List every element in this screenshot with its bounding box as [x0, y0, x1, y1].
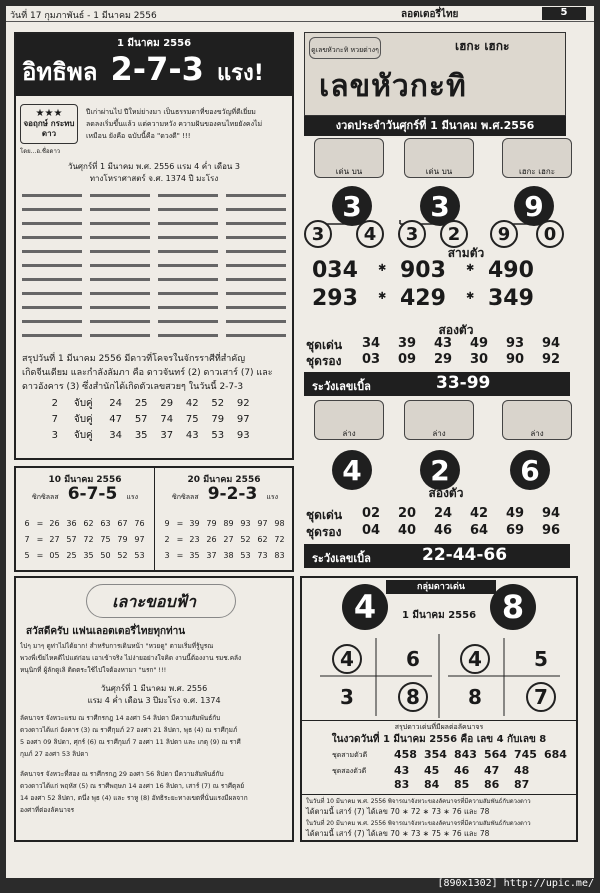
table-cell: 7 — [24, 535, 30, 544]
summary-number: 83 — [394, 778, 410, 791]
set-number: 29 — [434, 352, 453, 367]
set-number: 24 — [434, 506, 453, 521]
three-number: 034 — [312, 258, 358, 283]
table-row — [46, 396, 256, 412]
warn-label-2: ระวังเลขเบิ้ล — [312, 552, 371, 565]
planet-text-line — [158, 264, 218, 267]
low-digit: 4 — [332, 450, 372, 490]
planet-text-line — [90, 334, 150, 337]
planet-text-line — [90, 264, 150, 267]
table-cell: 25 — [66, 551, 77, 560]
b-number: 9-2-3 — [207, 484, 258, 504]
table-cell: 23 — [189, 535, 200, 544]
set-number: 46 — [434, 523, 453, 538]
table-cell: 72 — [83, 535, 94, 544]
left_top.summary-line: เกิดจีนเดียม และกำลังลัมภา คือ ดาวจันทร์ (2) ดาวเสาร์ (7) และ — [22, 368, 273, 378]
summary-number: 354 — [424, 748, 447, 761]
summary-number: 85 — [454, 778, 470, 791]
table-cell: 57 — [66, 535, 77, 544]
set-number: 20 — [398, 506, 417, 521]
r1-label: ชุดสามตัวดี — [332, 751, 368, 759]
planet-text-line — [22, 250, 82, 253]
left_top.summary-line: ดาวอังคาร (3) ซึ่งสำนักได้เกิดตัวเลขสวยๆ ในวันนี้ 2-7-3 — [22, 382, 244, 392]
planet-text-line — [158, 278, 218, 281]
astro-intro — [86, 106, 290, 142]
set-number: 40 — [398, 523, 417, 538]
warn-bar-2 — [304, 544, 570, 568]
astro-title-suffix: แรง! — [216, 61, 264, 86]
table-cell: 79 — [117, 535, 128, 544]
star-separator-icon: ✱ — [466, 263, 475, 274]
table-cell: 50 — [100, 551, 111, 560]
table-cell: 97 — [134, 535, 145, 544]
sub-digit: 3 — [304, 220, 332, 248]
grid-digit: 8 — [398, 682, 428, 712]
table-cell: 6 — [24, 519, 30, 528]
set-label: ชุดเด่น — [306, 508, 343, 522]
table-cell: 47 — [109, 414, 123, 425]
set-number: 96 — [542, 523, 561, 538]
note1: ในวันที่ 10 มีนาคม พ.ศ. 2556 พิจารณาจังหวะของลัคนาจรที่มีความสัมพันธ์กับดวงดาว — [306, 798, 531, 805]
table-cell: 97 — [236, 414, 250, 425]
note2b: ได้ตามนี้ เสาร์ (7) ได้เลข 70 ∗ 73 ∗ 75 ∗ 76 และ 78 — [306, 829, 490, 838]
summary-number: 684 — [544, 748, 567, 761]
note1b: ได้ตามนี้ เสาร์ (7) ได้เลข 70 ∗ 72 ∗ 73 ∗ 76 และ 78 — [306, 807, 490, 816]
set-number: 02 — [362, 506, 381, 521]
left_bot.body-line: หนุนิกที่ ผู้ลักดูเลิ ติดตระใช้ไปใจต้องหามา "นรก" !!! — [20, 666, 167, 674]
set-number: 94 — [542, 506, 561, 521]
table-cell: 83 — [274, 551, 285, 560]
table-cell: 26 — [49, 519, 60, 528]
table-cell: 75 — [100, 535, 111, 544]
note2: ในวันที่ 20 มีนาคม พ.ศ. 2556 พิจารณาจังหวะของลัคนาจรที่มีความสัมพันธ์กับดวงดาว — [306, 820, 531, 827]
a-date: 10 มีนาคม 2556 — [48, 475, 122, 485]
planet-text-line — [226, 334, 286, 337]
table-cell: = — [36, 535, 44, 544]
planet-text-line — [90, 320, 150, 323]
horizon-column — [14, 576, 294, 842]
planet-text-line — [90, 194, 150, 197]
astro-date: 1 มีนาคม 2556 — [116, 38, 192, 49]
star-group-date: 1 มีนาคม 2556 — [401, 610, 477, 621]
astro-title-prefix: อิทธิพล — [22, 58, 98, 86]
grid-digit: 6 — [406, 647, 420, 671]
table-cell: 97 — [257, 519, 268, 528]
horizon-lunar: แรม 4 ค่ำ เดือน 3 ปีมะโรง จ.ศ. 1374 — [87, 696, 221, 705]
table-cell: = — [176, 519, 184, 528]
table-cell: 35 — [83, 551, 94, 560]
star-separator-icon: ✱ — [378, 291, 387, 302]
lottery-logo: เฮกะ เฮกะ — [502, 138, 572, 178]
table-cell: 52 — [211, 398, 225, 409]
header-paper-name: ลอตเตอรี่ไทย — [401, 9, 459, 20]
three-label: สามตัว — [447, 246, 485, 260]
star-separator-icon: ✱ — [378, 263, 387, 274]
two-label-2: สองตัว — [428, 486, 464, 500]
lottery-logo: ล่าง — [314, 400, 384, 440]
table-cell: 52 — [117, 551, 128, 560]
left_bot.p2-line: ลัคนาจร จังหวะที่สอง ณ ราศีกรกฎ 29 องศา 56 ลิปดา มีความสัมพันธ์กับ — [20, 770, 224, 778]
table-row — [20, 516, 152, 532]
set-number: 30 — [470, 352, 489, 367]
set-number: 94 — [542, 336, 561, 351]
planet-text-line — [226, 236, 286, 239]
table-cell: 62 — [83, 519, 94, 528]
set-number: 03 — [362, 352, 381, 367]
left_top.intro-line: ลดลงเริ่มขึ้นแล้ว แต่ความหวัง ความฝันของคนไทยยังคงไม่ — [86, 120, 263, 128]
grid-digit: 5 — [534, 647, 548, 671]
planet-text-line — [226, 250, 286, 253]
astro-box — [14, 32, 294, 460]
summary-line: ในงวดวันที่ 1 มีนาคม 2556 คือ เลข 4 กับเลข 8 — [331, 734, 547, 745]
planet-text-line — [158, 320, 218, 323]
left_top.intro-line: ปีเก่าผ่านไป ปีใหม่ย่างมา เป็นธรรมดาที่ของขวัญที่ดีเยี่ยม — [86, 108, 256, 116]
image-footer: [890x1302] http://upic.me/ — [0, 878, 600, 893]
left_bot.p2-line: ดวงดาวได้แก่ พฤหัส (5) ณ ราศีพฤษภ 14 องศา 16 ลิปดา, เสาร์ (7) ณ ราศีตุลย์ — [20, 782, 245, 790]
badge-text: จอฤกษ์ กระทบดาว — [23, 119, 75, 138]
big-right-digit: 8 — [490, 584, 536, 630]
banner — [304, 32, 566, 116]
star-separator-icon: ✱ — [466, 291, 475, 302]
table-cell: 53 — [240, 551, 251, 560]
left_bot.body-line: ไปๆ มาๆ ดูท่าไม่ได้ยาก! สำหรับการเดินหน้า "หวยดู" ตามเริ่มที่รู้บูรณ — [20, 642, 214, 650]
warn-label-1: ระวังเลขเบิ้ล — [312, 380, 371, 393]
planet-text-line — [226, 320, 286, 323]
table-cell: 24 — [109, 398, 123, 409]
left_bot.p2-line: 14 องศา 52 ลิปดา, ตนึ่ง พุธ (4) และ ราหู (8) อัทธิระยะทางเขตที่นั่นแรงมีผลจาก — [20, 794, 248, 802]
table-cell: 57 — [134, 414, 148, 425]
march-dates-box — [14, 466, 294, 572]
table-cell: 43 — [185, 430, 199, 441]
table-cell: = — [176, 551, 184, 560]
banner-tag: เฮกะ เฮกะ — [455, 39, 510, 53]
table-cell: 25 — [134, 398, 148, 409]
set-number: 93 — [506, 336, 525, 351]
grid-digit: 8 — [468, 685, 482, 709]
astro-summary — [22, 352, 290, 394]
table-row — [46, 428, 256, 444]
table-cell: 53 — [134, 551, 145, 560]
table-cell: 79 — [211, 414, 225, 425]
astro-pair-rows — [46, 396, 256, 444]
planet-text-line — [158, 334, 218, 337]
three-number: 903 — [400, 258, 446, 283]
set-number: 90 — [506, 352, 525, 367]
b-date: 20 มีนาคม 2556 — [187, 475, 261, 485]
set-number: 49 — [470, 336, 489, 351]
summary-number: 458 — [394, 748, 417, 761]
table-cell: 52 — [240, 535, 251, 544]
sub-digit: 2 — [440, 220, 468, 248]
horizon-greeting: สวัสดีครับ แฟนเลอตเตอรี่ไทยทุกท่าน — [26, 626, 186, 637]
set-number: 34 — [362, 336, 381, 351]
table-cell: 62 — [257, 535, 268, 544]
set-label: ชุดรอง — [306, 354, 342, 368]
warn-value-2: 22-44-66 — [422, 545, 508, 565]
horizon-title: เลาะขอบฟ้า — [112, 592, 196, 611]
table-cell: 27 — [49, 535, 60, 544]
grid-digit: 3 — [340, 685, 354, 709]
table-cell: 67 — [117, 519, 128, 528]
table-row — [20, 548, 152, 564]
grid-digit: 4 — [332, 644, 362, 674]
table-cell: 2 — [51, 398, 59, 409]
left_top.summary-line: สรุปวันที่ 1 มีนาคม 2556 มีดาวที่โคจรในจักรราศีที่สำคัญ — [22, 354, 245, 364]
stars-icon: ★★★ — [35, 108, 63, 119]
table-cell: 35 — [189, 551, 200, 560]
planet-text-line — [22, 306, 82, 309]
sub-digit: 4 — [356, 220, 384, 248]
planet-text-line — [226, 278, 286, 281]
newspaper-page — [6, 6, 594, 878]
set-number: 43 — [434, 336, 453, 351]
table-cell: 93 — [240, 519, 251, 528]
sub-digit: 3 — [398, 220, 426, 248]
planet-text-line — [90, 222, 150, 225]
set-number: 39 — [398, 336, 417, 351]
table-cell: 93 — [236, 430, 250, 441]
table-cell: 53 — [211, 430, 225, 441]
table-cell: 42 — [185, 398, 199, 409]
planet-text-line — [158, 208, 218, 211]
table-cell: 72 — [274, 535, 285, 544]
planet-text-line — [226, 194, 286, 197]
summary-title: สรุปดาวเด่นที่มีผลต่อลัคนาจร — [394, 723, 484, 731]
astro-info1: วันศุกร์ที่ 1 มีนาคม พ.ศ. 2556 แรม 4 ค่ำ เดือน 3 — [67, 162, 241, 171]
summary-number: 87 — [514, 778, 530, 791]
table-cell: 2 — [164, 535, 170, 544]
planet-text-line — [158, 236, 218, 239]
planet-text-line — [90, 250, 150, 253]
header-date: วันที่ 17 กุมภาพันธ์ - 1 มีนาคม 2556 — [10, 11, 157, 21]
b-suffix: แรง — [266, 493, 279, 501]
summary-number: 48 — [514, 764, 530, 777]
summary-number: 84 — [424, 778, 440, 791]
astro-title-bar — [16, 34, 292, 96]
table-row — [46, 412, 256, 428]
main-digit: 3 — [420, 186, 460, 226]
grid-digit: 7 — [526, 682, 556, 712]
table-row — [20, 532, 152, 548]
table-cell: 7 — [51, 414, 59, 425]
summary-number: 47 — [484, 764, 500, 777]
three-number: 429 — [400, 286, 446, 311]
left_bot.p1-line: 5 องศา 09 ลิปดา, ศุกร์ (6) ณ ราศีกุมภ์ 7 องศา 11 ลิปดา และ เกตุ (9) ณ ราศี — [20, 738, 241, 746]
planet-text-line — [226, 306, 286, 309]
planet-text-line — [22, 222, 82, 225]
table-cell: จับคู่ — [73, 398, 93, 409]
main-digit: 9 — [514, 186, 554, 226]
table-cell: 38 — [223, 551, 234, 560]
lottery-logo: เด่น บน — [314, 138, 384, 178]
sub-digit: 0 — [536, 220, 564, 248]
banner-subtitle: งวดประจำวันศุกร์ที่ 1 มีนาคม พ.ศ.2556 — [304, 116, 566, 136]
summary-number: 86 — [484, 778, 500, 791]
left_bot.p1-line: ดวงดาวได้แก่ อังคาร (3) ณ ราศีกุมภ์ 27 องศา 21 ลิปดา, พุธ (4) ณ ราศีกุมภ์ — [20, 726, 238, 734]
table-cell: 75 — [185, 414, 199, 425]
summary-number: 43 — [394, 764, 410, 777]
planet-text-line — [22, 320, 82, 323]
main-digit: 3 — [332, 186, 372, 226]
planet-text-line — [226, 292, 286, 295]
a-suffix: แรง — [126, 493, 139, 501]
planet-text-line — [158, 306, 218, 309]
planet-text-line — [90, 278, 150, 281]
horizon-para2 — [20, 768, 292, 816]
set-number: 49 — [506, 506, 525, 521]
planet-text-line — [158, 292, 218, 295]
three-number: 490 — [488, 258, 534, 283]
planet-text-line — [226, 208, 286, 211]
b-label: ซิกซิลลส — [172, 493, 199, 501]
left_bot.body-line: พวงพี่เขียไหคดีไปแต่ก่อน เอาเข้าจริง ไม่ง่ายอย่างใจคิด งานนี้ต้องงาน รมช.คลัง — [20, 654, 242, 662]
warn-value-1: 33-99 — [436, 373, 491, 393]
table-cell: 98 — [274, 519, 285, 528]
table-cell: 3 — [51, 430, 59, 441]
planet-text-line — [22, 278, 82, 281]
planet-text-line — [226, 264, 286, 267]
horizon-body — [20, 640, 292, 676]
b-rows — [160, 516, 292, 564]
table-cell: 5 — [24, 551, 30, 560]
planet-text-line — [22, 194, 82, 197]
planet-text-line — [22, 208, 82, 211]
planet-text-line — [158, 222, 218, 225]
grid-digit: 4 — [460, 644, 490, 674]
left_bot.p1-line: กุมภ์ 27 องศา 53 ลิปดา — [20, 750, 89, 758]
table-cell: 36 — [66, 519, 77, 528]
table-cell: 37 — [160, 430, 174, 441]
left_top.intro-line: เหมือน ยังคือ ฉบับนี้คือ "ดวงดี" !!! — [86, 132, 191, 140]
badge-author: โดย...อ.ชื่อดาว — [20, 148, 61, 155]
set-number: 09 — [398, 352, 417, 367]
table-cell: 39 — [189, 519, 200, 528]
horizon-date: วันศุกร์ที่ 1 มีนาคม พ.ศ. 2556 — [100, 684, 208, 693]
planet-text-line — [90, 208, 150, 211]
set-number: 69 — [506, 523, 525, 538]
table-cell: 37 — [206, 551, 217, 560]
page-header — [6, 6, 594, 22]
table-cell: 63 — [100, 519, 111, 528]
summary-number: 745 — [514, 748, 537, 761]
planet-text-line — [90, 236, 150, 239]
astro-badge — [20, 104, 78, 144]
big-left-digit: 4 — [342, 584, 388, 630]
table-cell: จับคู่ — [73, 414, 93, 425]
table-cell: 9 — [164, 519, 170, 528]
planet-text-line — [22, 264, 82, 267]
table-cell: = — [176, 535, 184, 544]
table-cell: 89 — [223, 519, 234, 528]
table-cell: 29 — [160, 398, 174, 409]
table-cell: 35 — [134, 430, 148, 441]
table-cell: 79 — [206, 519, 217, 528]
table-cell: 74 — [160, 414, 174, 425]
planet-text-line — [158, 194, 218, 197]
summary-number: 843 — [454, 748, 477, 761]
low-digit: 2 — [420, 450, 460, 490]
set-number: 92 — [542, 352, 561, 367]
table-cell: = — [36, 551, 44, 560]
lottery-logo: ล่าง — [502, 400, 572, 440]
two-label: สองตัว — [438, 323, 474, 337]
low-digit: 6 — [510, 450, 550, 490]
three-number: 349 — [488, 286, 534, 311]
table-row — [160, 516, 292, 532]
page-number: 5 — [542, 7, 586, 20]
planet-text-line — [226, 222, 286, 225]
banner-title: เลขหัวกะทิ — [319, 69, 467, 104]
set-label: ชุดเด่น — [306, 338, 343, 352]
table-cell: 76 — [134, 519, 145, 528]
horizon-para1 — [20, 712, 292, 760]
r2-label: ชุดสองตัวดี — [332, 767, 367, 775]
star-group-title: กลุ่มดาวเด่น — [386, 580, 496, 594]
table-cell: 3 — [164, 551, 170, 560]
planet-text-line — [90, 292, 150, 295]
planet-text-line — [22, 292, 82, 295]
astro-info2: ทางโหราศาสตร์ จ.ศ. 1374 ปี มะโรง — [89, 174, 219, 183]
set-label: ชุดรอง — [306, 525, 342, 539]
a-label: ซิกซิลลส — [32, 493, 59, 501]
a-number: 6-7-5 — [67, 484, 118, 504]
table-cell: 05 — [49, 551, 60, 560]
star-group-box — [300, 576, 578, 842]
summary-number: 45 — [424, 764, 440, 777]
planet-text-line — [22, 236, 82, 239]
table-row — [160, 532, 292, 548]
set-number: 64 — [470, 523, 489, 538]
banner-sub: ดูเลขหัวกะทิ หวยต่างๆ — [309, 37, 381, 59]
sub-digit: 9 — [490, 220, 518, 248]
planet-text-line — [158, 250, 218, 253]
warn-bar-1 — [304, 372, 570, 396]
table-cell: = — [36, 519, 44, 528]
three-number: 293 — [312, 286, 358, 311]
table-cell: 73 — [257, 551, 268, 560]
a-rows — [20, 516, 152, 564]
summary-number: 46 — [454, 764, 470, 777]
table-cell: จับคู่ — [73, 430, 93, 441]
summary-number: 564 — [484, 748, 507, 761]
planet-text-line — [90, 306, 150, 309]
planet-text-line — [22, 334, 82, 337]
table-cell: 26 — [206, 535, 217, 544]
lottery-logo: เด่น บน — [404, 138, 474, 178]
table-cell: 34 — [109, 430, 123, 441]
left_bot.p2-line: องศาที่ต่องลัคนาจร — [20, 806, 75, 814]
astro-title-number: 2-7-3 — [110, 50, 204, 88]
set-number: 42 — [470, 506, 489, 521]
lottery-logo: ล่าง — [404, 400, 474, 440]
left_bot.p1-line: ลัคนาจร จังหวะแรม ณ ราศีกรกฎ 14 องศา 54 ลิปดา มีความสัมพันธ์กับ — [20, 714, 221, 722]
table-cell: 92 — [236, 398, 250, 409]
set-number: 04 — [362, 523, 381, 538]
table-cell: 27 — [223, 535, 234, 544]
table-row — [160, 548, 292, 564]
astro-planet-table — [16, 188, 292, 346]
